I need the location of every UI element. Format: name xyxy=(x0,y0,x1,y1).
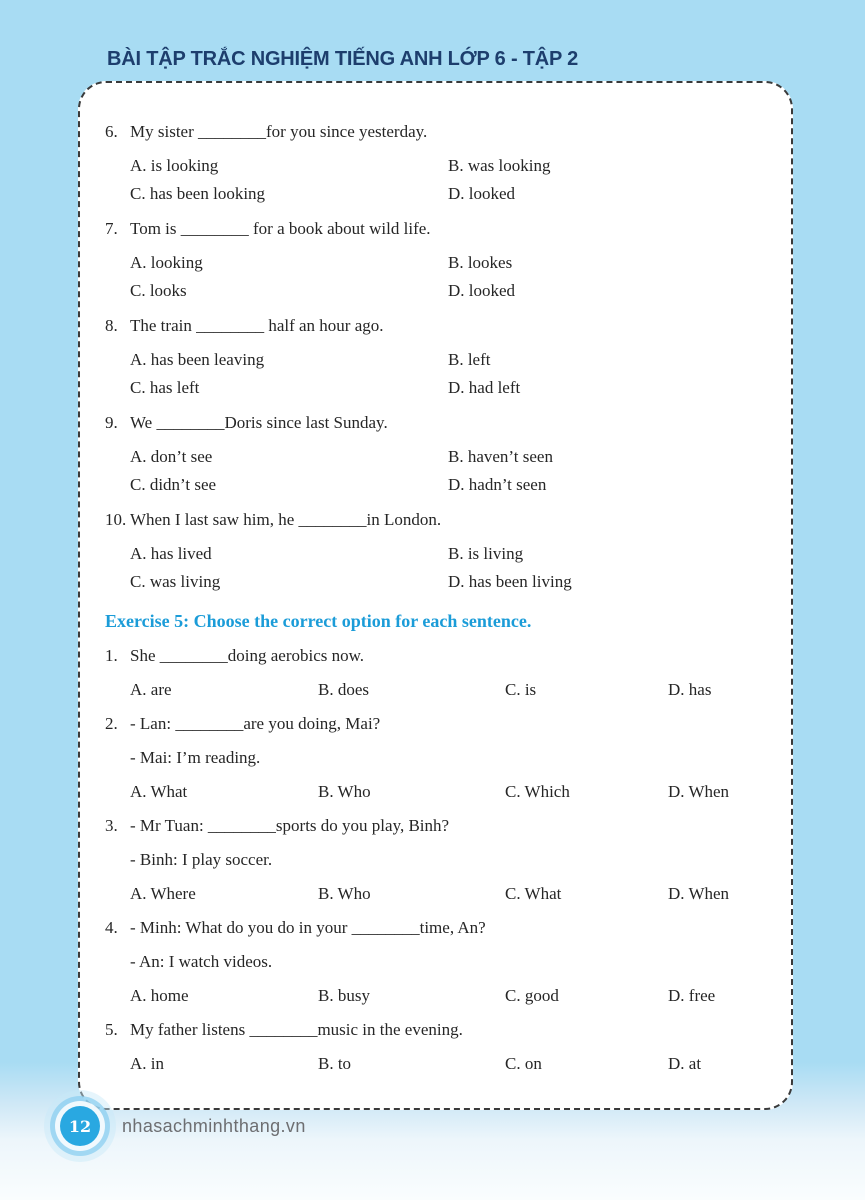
option-b: B. lookes xyxy=(448,253,513,272)
question-stem: My sister ________for you since yesterday. xyxy=(130,122,428,141)
option-d: D. at xyxy=(668,1054,702,1073)
options-grid xyxy=(130,778,775,806)
options-grid xyxy=(130,880,775,908)
question-number: 1. xyxy=(105,646,118,665)
option-d: D. looked xyxy=(448,281,516,300)
option-b: B. to xyxy=(318,1054,352,1073)
option-a: A. Where xyxy=(130,884,196,903)
question-row xyxy=(105,812,775,908)
option-c: C. good xyxy=(505,986,559,1005)
page-header-title: BÀI TẬP TRẮC NGHIỆM TIẾNG ANH LỚP 6 - TẬP 2 xyxy=(107,48,579,70)
option-d: D. had left xyxy=(448,378,521,397)
option-b: B. does xyxy=(318,680,369,699)
option-a: A. in xyxy=(130,1054,164,1073)
question-stem: We ________Doris since last Sunday. xyxy=(130,413,388,432)
question-dialogue-line: - Mai: I’m reading. xyxy=(130,748,261,767)
option-b: B. Who xyxy=(318,782,371,801)
question-stem: When I last saw him, he ________in London. xyxy=(130,510,442,529)
option-a: A. home xyxy=(130,986,189,1005)
option-c: C. looks xyxy=(130,281,187,300)
question-stem: She ________doing aerobics now. xyxy=(130,646,365,665)
question-dialogue-line: - Binh: I play soccer. xyxy=(130,850,273,869)
option-a: A. has been leaving xyxy=(130,350,265,369)
question-row xyxy=(105,642,775,704)
option-a: A. What xyxy=(130,782,188,801)
option-c: C. What xyxy=(505,884,562,903)
option-a: A. is looking xyxy=(130,156,219,175)
options-grid xyxy=(130,1050,775,1078)
option-d: D. looked xyxy=(448,184,516,203)
question-number: 5. xyxy=(105,1020,118,1039)
question-row xyxy=(105,409,775,499)
option-a: A. looking xyxy=(130,253,203,272)
option-d: D. has been living xyxy=(448,572,572,591)
question-number: 10. xyxy=(105,510,127,529)
option-c: C. has left xyxy=(130,378,200,397)
options-grid xyxy=(130,249,775,305)
options-grid xyxy=(130,982,775,1010)
question-row xyxy=(105,1016,775,1078)
options-grid xyxy=(130,346,775,402)
question-stem: The train ________ half an hour ago. xyxy=(130,316,384,335)
publisher-website: nhasachminhthang.vn xyxy=(122,1116,306,1136)
option-b: B. Who xyxy=(318,884,371,903)
question-row xyxy=(105,506,775,596)
question-number: 9. xyxy=(105,413,118,432)
question-dialogue-line: - An: I watch videos. xyxy=(130,952,273,971)
options-grid xyxy=(130,443,775,499)
option-c: C. has been looking xyxy=(130,184,266,203)
options-grid xyxy=(130,152,775,208)
question-stem: - Lan: ________are you doing, Mai? xyxy=(130,714,381,733)
question-number: 2. xyxy=(105,714,118,733)
option-a: A. are xyxy=(130,680,172,699)
option-b: B. haven’t seen xyxy=(448,447,553,466)
option-b: B. was looking xyxy=(448,156,551,175)
question-stem: - Minh: What do you do in your ________time, An? xyxy=(130,918,486,937)
question-row xyxy=(105,710,775,806)
question-number: 3. xyxy=(105,816,118,835)
question-row xyxy=(105,312,775,402)
question-row xyxy=(105,215,775,305)
option-d: D. When xyxy=(668,884,730,903)
question-stem: My father listens ________music in the evening. xyxy=(130,1020,463,1039)
option-d: D. When xyxy=(668,782,730,801)
option-d: D. hadn’t seen xyxy=(448,475,547,494)
option-c: C. on xyxy=(505,1054,542,1073)
option-b: B. is living xyxy=(448,544,524,563)
question-number: 6. xyxy=(105,122,118,141)
question-number: 8. xyxy=(105,316,118,335)
option-c: C. is xyxy=(505,680,537,699)
exercise-content-box xyxy=(78,81,793,1110)
options-grid xyxy=(130,676,775,704)
option-b: B. busy xyxy=(318,986,370,1005)
option-c: C. Which xyxy=(505,782,570,801)
question-stem: - Mr Tuan: ________sports do you play, Binh? xyxy=(130,816,450,835)
option-a: A. don’t see xyxy=(130,447,213,466)
option-c: C. didn’t see xyxy=(130,475,217,494)
question-number: 4. xyxy=(105,918,118,937)
option-c: C. was living xyxy=(130,572,221,591)
question-row xyxy=(105,118,775,208)
question-number: 7. xyxy=(105,219,118,238)
options-grid xyxy=(130,540,775,596)
page-number-badge: 12 xyxy=(60,1106,100,1146)
question-stem: Tom is ________ for a book about wild life. xyxy=(130,219,431,238)
exercise-heading: Exercise 5: Choose the correct option for each sentence. xyxy=(105,611,532,631)
option-d: D. free xyxy=(668,986,716,1005)
option-b: B. left xyxy=(448,350,491,369)
option-d: D. has xyxy=(668,680,712,699)
option-a: A. has lived xyxy=(130,544,212,563)
question-row xyxy=(105,914,775,1010)
